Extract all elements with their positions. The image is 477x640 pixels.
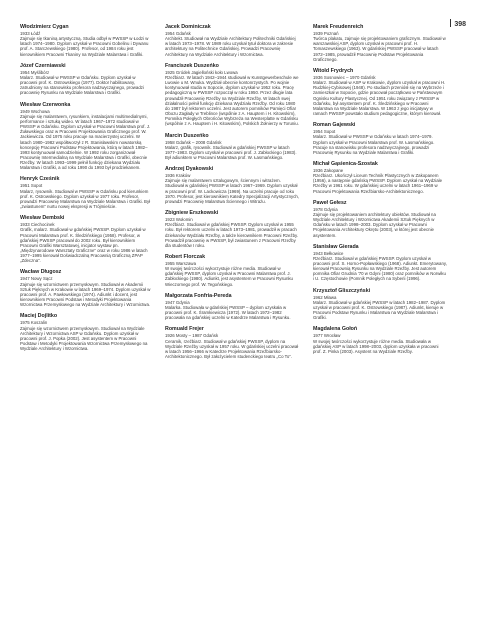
bio-entry — [313, 68, 447, 116]
page-number-text: 398 — [454, 21, 466, 28]
bio-text: Malarz, rysownik. Studiował w PWSSP w Gdańsku pod kierunkiem prof. K. Ostrowskiego. Dyplom uzyskał w 1977 roku. Profesor, prowadzi Pracownię Malarstwa na Wydziale Malarstwa i Grafiki. Był „zwiastunem” nurtu nowej ekspresji w Trójmieście. — [20, 188, 151, 210]
bio-name: Wiesław Dembski — [20, 215, 65, 222]
bio-name: Witold Frydrych — [313, 67, 354, 74]
bio-name: Wacław Długosz — [20, 269, 62, 276]
bio-dates: 1949 Wschowa — [20, 108, 50, 114]
bio-text: Rzeźbiarz. Studiował w gdańskiej PWSSP. Dyplom uzyskał w pracowni prof. S. Horno-Popławskiego (1968). Adiunkt. Emerytowany, kierował Pracownią Rysunku na Wydziale Rzeźby. Jest autorem pomnika Ofiar Grudnia '70 w Gdyni (1980) oraz pomników w Norwiku i U. Częstochowie (Pomnik Poległych na Syberii (1996). — [313, 255, 447, 282]
bio-dates: 1962 Mława — [313, 294, 337, 300]
bio-name: Jacek Dominiczak — [165, 24, 211, 30]
bio-entry — [20, 215, 152, 263]
bio-entry — [165, 326, 299, 359]
bio-dates: 1955 Warszawa — [165, 261, 196, 266]
bio-entry — [165, 24, 299, 57]
bio-dates: 1943 Bełkowice — [313, 250, 344, 256]
bio-name: Paweł Gełesz — [313, 199, 347, 206]
bio-dates: 1978 Gdynia — [313, 206, 338, 212]
bio-dates: 1936 Zakopane — [313, 167, 344, 173]
bio-dates: 1954 Myślibórz — [20, 69, 50, 75]
bio-text: Zajmuje się tkaniną artystyczną. Studia odbył w PWSSP w Łodzi w latach 1974–1980. Dyplom uzyskał w Pracowni Gobelinu i Dywanu prof. A. Starczewskiego (1980). Profesor, od 1984 roku jest kierownikiem Pracowni Tkaniny na Wydziale Malarstwa i Grafiki. — [20, 36, 149, 57]
bio-text: Malarka. Studiowała w gdańskiej PWSSP – dyplom uzyskała w pracowni prof. K. Śramkiewicza (1972). W latach 1972–1982 pracowała na gdańskiej uczelni w Katedrze Malarstwa i Rysunku. — [165, 304, 291, 321]
bio-text: Ceramik, rzeźbiarz. Studiował w gdańskiej PWSSP, dyplom na Wydziale Rzeźby uzyskał w 1957 roku. W gdańskiej uczelni pracował w latach 1956–1966 w Katedrze Projektowania Rzeźbiarsko-Architektonicznego. Był założycielem studenckiego teatru „Co To”. — [165, 338, 299, 360]
bio-dates: 1958 Gdańsk – 2008 Gdańsk — [165, 139, 222, 145]
bio-text: Zajmuje się wzornictwem przemysłowym. Studiował w Akademii Sztuk Pięknych w Krakowie w latach 1969–1974. Dyplom uzyskał w pracowni prof. A. Pawłowskiego (1974). Adiunkt i docent, jest kierownikiem Pracowni Podstaw i Metodyki Projektowania Wzornictwa Przemysłowego na Wydziale Architektury i Wzornictwa. — [20, 281, 151, 308]
page-number — [450, 19, 466, 28]
bio-text: Malarz. Studiował w ASP w Krakowie, dyplom uzyskał w pracowni H. Rudzkiej-Cybisowej (1948). Po studiach przeniósł się na Wybrzeże i zamieszkał w Sopocie, gdzie pracował początkowo w Państwowym Ognisku Kultury Plastycznej. Od 1951 roku związany z PWSSP w Gdańsku, był asystentem prof. K. Śledzińskiego w Pracowni Malarstwa na Wydziale Malarstwa. W 1963 z jego inicjatywy w ramach PWSSP powstało studium pedagogiczne, którym kierował. — [313, 80, 446, 117]
bio-entry — [20, 63, 152, 96]
column-1 — [20, 24, 152, 357]
bio-text: Zajmuje się projektowaniem architektury obiektów. Studiował na Wydziale Architektury i Wzornictwa Akademii Sztuk Pięknych w Gdańsku w latach 1998–2003. Dyplom uzyskał w Pracowni Projektowania Architektury Okrętu (2003), w której jest obecnie asystentem. — [313, 211, 436, 238]
bio-name: Zbigniew Erszkowski — [165, 210, 219, 217]
page-number-rule — [450, 19, 451, 27]
bio-dates: 1951 Sopot — [20, 183, 43, 189]
bio-entry — [165, 63, 299, 127]
bio-name: Romuald Frejer — [165, 326, 204, 333]
bio-name: Włodzimierz Cygan — [20, 24, 69, 30]
bio-entry — [165, 210, 299, 248]
bio-name: Wiesław Czerwonka — [20, 101, 71, 108]
bio-dates: 1936 Sosnowiec – 1970 Gdańsk — [313, 74, 376, 80]
bio-dates: 1954 Gdańsk — [165, 31, 191, 36]
column-2 — [165, 24, 299, 365]
bio-entry — [313, 24, 447, 62]
bio-text: Malarz. Studiował w gdańskiej PWSSP w latach 1982–1987. Dyplom uzyskał w pracowni prof. K. Ostrowskiego (1987). Adiunkt, kieruje w Pracowni Podstaw Rysunku i Malarstwa na Wydziale Malarstwa i Grafiki. — [313, 299, 446, 321]
bio-dates: 1977 Wrocław — [313, 333, 341, 339]
bio-text: Grafik, malarz. Studiował w gdańskiej PWSSP. Dyplom uzyskał w Pracowni Malarstwa prof. K. Śledzińskiego (1958). Profesor, w gdańskiej PWSSP pracował do 2002 roku. Był kierownikiem Pracowni Grafiki Warsztatowej, inicjator wystaw pn. „Międzynarodowe Warsztaty Graficzne” oraz w roku 1986 w latach 1977–1995 kierował Doświadczalną Pracownią Graficzną ZPAP „Zdeczna”. — [20, 227, 148, 264]
bio-name: Magdalena Gołoń — [313, 326, 358, 333]
bio-entry — [165, 166, 299, 204]
bio-name: Henryk Cześnik — [20, 176, 60, 183]
bio-name: Stanisław Gierada — [313, 243, 359, 250]
bio-text: Zajmuje się malarstwem, rysunkiem, instalacjami multimedialnymi, performance i sztuką wideo. W latach 1967–1972 studiował w PWSSP w Gdańsku. Dyplom uzyskał w Pracowni Malarstwa prof. J. Żuławskiego oraz w Pracowni Projektowania Graficznego prof. W. Jackiewicza. Od 1975 roku pracuje na macierzystej uczelni. W latach 1980–1982 współtworzył z R. Stanisławskim nowatorską koncepcję Pracowni Podstaw Projektowania, którą w latach 1982–1993 kontynuował samodzielnie. W 1992 roku zorganizował Pracownię Intermedialną na Wydziale Malarstwa i Grafiki, obecnie Rzeźby. W latach 1993–1999 pełnił funkcję dziekana Wydziału Malarstwa i Grafiki, a od roku 1990 do 1993 był prodziekanem. — [20, 113, 151, 171]
bio-entry — [20, 24, 152, 57]
bio-name: Marcin Duszeńko — [165, 132, 209, 139]
bio-name: Józef Czerniawski — [20, 62, 66, 69]
bio-name: Roman Gajewski — [313, 122, 356, 129]
bio-text: Zajmuje się wzornictwem przemysłowym. Studiował na Wydziale Architektury i Wzornictwa ASP w Gdańsku. Dyplom uzyskał w pracowni prof. J. Popka (2002). Jest asystentem w Pracowni Podstaw i Metodyki Projektowania Wzornictwa Przemysłowego na Wydziale Architektury i Wzornictwa. — [20, 325, 148, 352]
bio-text: Malarz, grafik, rysownik. Studiował w gdańskiej PWSSP w latach 1977–1983. Dyplom uzyskał w pracowni prof. J. Zabłockiego (1983). Był adiunktem w Pracowni Malarstwa prof. W. Łasmańskiego. — [165, 144, 297, 160]
bio-text: W swojej twórczości wykorzystuje różne media. Studiowała w gdańskiej ASP w latach 1998–2003, dyplom uzyskała w pracowni prof. Z. Pinka (2003). Asystent na Wydziale Rzeźby. — [313, 338, 439, 354]
bio-text: Malarz. Studiował w PWSSP w Gdańsku. Dyplom uzyskał w pracowni prof. K. Ostrowskiego (1977). Doktor habilitowany, zatrudniony na stanowisku profesora nadzwyczajnego, prowadzi pracownię Rysunku na Wydziale Malarstwa i Grafiki. — [20, 74, 144, 96]
bio-name: Franciszek Duszeńko — [165, 62, 219, 69]
bio-name: Maciej Dojlitko — [20, 313, 58, 320]
bio-text: Rzeźbiarz. Ukończył Liceum Technik Plastycznych w Zakopanem (1956), a następnie gdańską PWSSP. Dyplom uzyskał na Wydziale Rzeźby w 1961 roku. W gdańskiej uczelni w latach 1961–1969 w Pracowni Projektowania Rzeźbiarsko-Architektonicznego. — [313, 173, 443, 194]
bio-name: Andrzej Dyakowski — [165, 166, 214, 173]
bio-entry — [20, 269, 152, 307]
bio-text: Architekt. Studiował na Wydziale Architektury Politechniki Gdańskiej w latach 1973–1978. W 1989 roku uzyskał tytuł doktora w zakresie architektury na Politechnice Gdańskiej. Prowadzi Pracownię Architektury na Wydziale Architektury i Wzornictwa. — [165, 36, 296, 57]
bio-name: Marek Freudenreich — [313, 24, 364, 30]
bio-entry — [313, 244, 447, 282]
bio-dates: 1939 Poznań — [313, 31, 339, 36]
bio-dates: 1925 Gródek Jagielloński koło Lwowa — [165, 69, 238, 75]
bio-entry — [313, 161, 447, 194]
bio-dates: 1936 Kraków — [165, 173, 191, 179]
bio-dates: 1933 Łódź — [20, 31, 41, 36]
bio-text: Twórca plakatu, zajmuje się projektowaniem graficznym. Studiował w warszawskiej ASP, dyplom uzyskał w pracowni prof. H. Tomaszewskiego (1963). W gdańskiej PWSSP pracował w latach 1972–1985, prowadził Pracownię Podstaw Projektowania Graficznego. — [313, 36, 446, 62]
column-3 — [313, 24, 447, 360]
bio-dates: 1954 Sopot — [313, 129, 336, 135]
bio-name: Krzysztof Gliszczyński — [313, 287, 371, 294]
bio-entry — [313, 288, 447, 321]
bio-name: Michał Gąsienica-Szostak — [313, 160, 378, 167]
bio-entry — [165, 133, 299, 161]
bio-entry — [20, 102, 152, 171]
bio-entry — [20, 313, 152, 351]
bio-entry — [20, 176, 152, 209]
bio-text: Zajmuje się malarstwem sztalugowym, ściennym i witrażem. Studiował w gdańskiej PWSSP w latach 1967–1969. Dyplom uzyskał w pracowni prof. W. Lackowicza (1969). Na uczelni pracuje od roku 1970. Profesor, jest kierownikiem Katedry Specjalizacji Artystycznych, prowadzi Pracownię Malarstwa Ściennego i Witrażu. — [165, 178, 299, 204]
bio-entry — [313, 200, 447, 238]
bio-text: Rzeźbiarz. W latach 1942–1944 studiował w Kunstgewerbeschule we Lwowie u M. Wnuka. Wydział obecnie kontonrzystych. Po wojnie kontynuował studia w Sopocie, dyplom uzyskał w 1952 roku. Pracę pedagogiczną w PWSSP rozpoczął w roku 1950. Przez długie lata prowadził Pracownię Rzeźby na Wydziale Rzeźby. W latach swej działalności pełnił funkcję dziekana Wydziału Rzeźby. Od roku 1980 do 1987 był rektorem uczelni. Jest autorem pomników Pamięci Ofiar Obozu Zagłady w Treblince (wspólnie z A. Hauptem i H. Kitowskim), Pomnika Poległych Obrońców Wybrzeża na Westerplatte w Gdańsku (wspólnie z A. Hauptem i H. Kitowskim), Polskich Żołnierzy w Toruniu. — [165, 74, 299, 127]
bio-dates: 1923 Wołomin — [165, 217, 193, 223]
bio-dates: 1933 Ciechocinek — [20, 222, 55, 228]
bio-dates: 1947 Gdynia — [165, 299, 190, 305]
bio-entry — [165, 293, 299, 321]
bio-entry — [313, 122, 447, 155]
bio-text: Malarz. Studiował w PWSSP w Gdańsku w latach 1974–1979. Dyplom uzyskał w Pracowni Malarstwa prof. W. Łasmańskiego. Pracuje na stanowisku profesora nadzwyczajnego, prowadzi Pracownię Rysunku na Wydziale Malarstwa i Grafiki. — [313, 134, 435, 155]
bio-entry — [165, 254, 299, 287]
bio-entry — [313, 326, 447, 354]
bio-dates: 1975 Koszalin — [20, 320, 48, 326]
bio-name: Robert Florczak — [165, 254, 206, 260]
bio-dates: 1947 Nowy Sącz — [20, 276, 53, 282]
bio-dates: 1926 Mosty – 1987 Gdańsk — [165, 333, 219, 339]
bio-text: Rzeźbiarz. Studiował w gdańskiej PWSSP. Dyplom uzyskał w 1955 roku. Był rektorem uczelni w latach 1973–1981, prowadził w pracach dziekanów Wydziału Rzeźby, a także kierownikiem Pracowni Rzeźby. Prowadził pracownię w PWSSP, był zwiastunem z Pracowni Rzeźby dla studentów I roku. — [165, 222, 299, 248]
bio-text: W swojej twórczości wykorzystuje różne media. Studiował w gdańskiej PWSSP, dyplom uzyskał w Pracowni Malarstwa prof. J. Zabłockiego (1980). Adiunkt, jest asystentem w Pracowni Rysunku Wieczornego prof. W. Tegońskiego. — [165, 266, 293, 287]
bio-name: Małgorzata Fonfria-Pereda — [165, 292, 232, 299]
